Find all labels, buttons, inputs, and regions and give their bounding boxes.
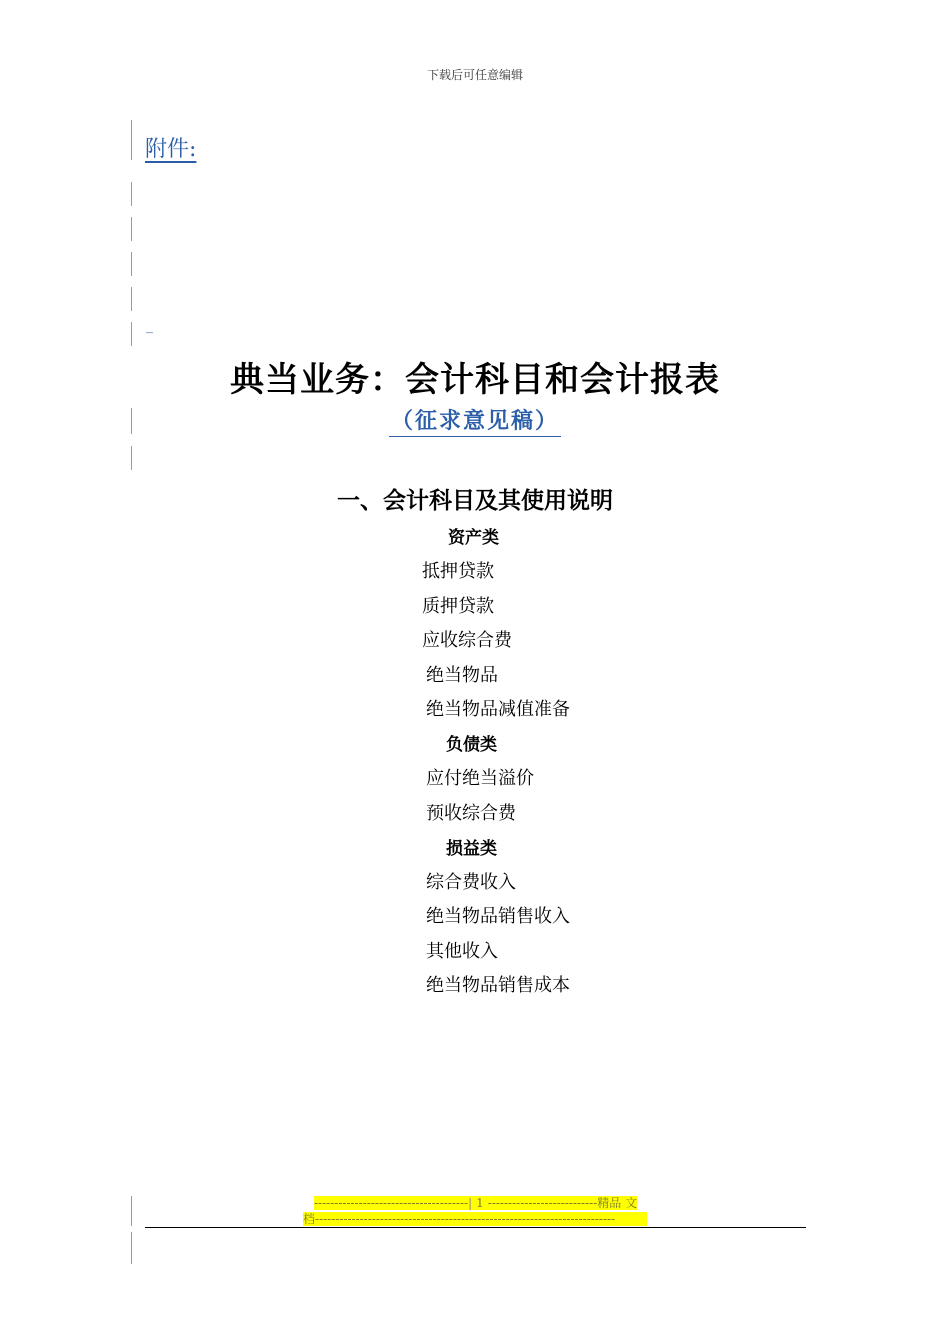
footer-label: 档 [303, 1212, 316, 1226]
account-item: 质押贷款 [422, 596, 494, 617]
revision-bar [131, 182, 132, 206]
revision-mark: _ [146, 318, 153, 334]
revision-bar [131, 252, 132, 276]
account-item: 综合费收入 [426, 872, 516, 893]
account-item: 绝当物品销售收入 [426, 906, 570, 927]
section-title: 一、会计科目及其使用说明 [337, 488, 613, 514]
category-heading: 损益类 [446, 839, 497, 859]
category-heading: 负债类 [446, 735, 497, 755]
footer-marker-row-1 [314, 1196, 637, 1210]
footer-label: 精品 文 [597, 1196, 637, 1210]
footer-dashes: --------------------------- [487, 1196, 598, 1210]
revision-bar [131, 120, 132, 160]
account-item: 其他收入 [426, 941, 498, 962]
document-title: 典当业务：会计科目和会计报表 [230, 360, 720, 400]
account-item: 应付绝当溢价 [426, 768, 534, 789]
revision-bar [131, 287, 132, 311]
revision-bar [131, 446, 132, 470]
header-note: 下载后可任意编辑 [426, 68, 523, 82]
subtitle-text: （征求意见稿） [389, 409, 561, 437]
footer-rule [145, 1227, 806, 1228]
footer-marker-row-2 [303, 1212, 647, 1226]
footer-separator: | [468, 1196, 473, 1210]
revision-bar [131, 322, 132, 346]
category-heading: 资产类 [448, 528, 499, 548]
account-item: 抵押贷款 [422, 561, 494, 582]
revision-bar [131, 217, 132, 241]
footer-dashes: -------------------------------------------------------------------------- [315, 1212, 616, 1226]
footer-page-number: 1 [476, 1196, 484, 1210]
footer-dashes: -------------------------------------- [314, 1196, 469, 1210]
revision-bar [131, 1196, 132, 1226]
account-item: 应收综合费 [422, 630, 512, 651]
account-item: 预收综合费 [426, 803, 516, 824]
revision-bar [131, 1232, 132, 1264]
account-item: 绝当物品销售成本 [426, 975, 570, 996]
account-item: 绝当物品 [426, 665, 498, 686]
account-item: 绝当物品减值准备 [426, 699, 570, 720]
document-subtitle [0, 404, 950, 435]
attachment-label: 附件: [145, 137, 197, 162]
